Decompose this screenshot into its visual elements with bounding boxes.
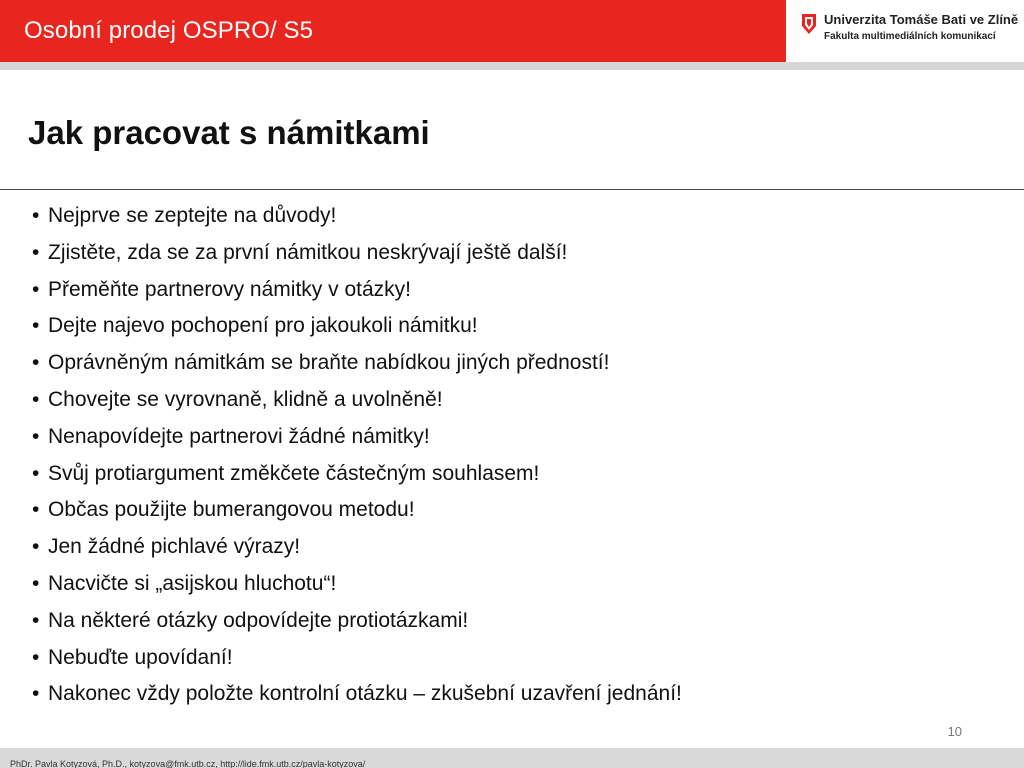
bullet-text: Nejprve se zeptejte na důvody! [48, 204, 337, 227]
bullet-marker: • [32, 645, 40, 669]
bullet-text: Nakonec vždy položte kontrolní otázku – zkušební uzavření jednání! [48, 682, 682, 706]
bullet-marker: • [32, 387, 40, 411]
bullet-marker: • [32, 461, 40, 485]
university-logo-icon [802, 14, 816, 34]
bullet-marker: • [32, 204, 40, 227]
course-title-band [0, 0, 786, 62]
footer-author-info: PhDr. Pavla Kotyzová, Ph.D., kotyzova@fmk.utb.cz, http://lide.fmk.utb.cz/pavla-kotyzova/ [10, 759, 366, 768]
bullet-item [32, 419, 992, 456]
bullet-item [32, 603, 992, 640]
bullet-text: Nebuďte upovídaní! [48, 645, 233, 669]
bullet-item [32, 235, 992, 272]
bullet-marker: • [32, 277, 40, 301]
bullet-text: Na některé otázky odpovídejte protiotázkami! [48, 608, 469, 632]
bullet-item [32, 272, 992, 309]
bullet-marker: • [32, 682, 40, 706]
bullet-item [32, 676, 992, 713]
bullet-marker: • [32, 424, 40, 448]
university-name: Univerzita Tomáše Bati ve Zlíně [824, 12, 1019, 27]
bullet-item [32, 198, 992, 235]
bullet-marker: • [32, 535, 40, 559]
bullet-text: Jen žádné pichlavé výrazy! [48, 535, 301, 559]
bullet-item [32, 308, 992, 345]
bullet-marker: • [32, 351, 40, 375]
bullet-text: Svůj protiargument změkčete částečným souhlasem! [48, 461, 540, 485]
bullet-text: Nenapovídejte partnerovi žádné námitky! [48, 424, 430, 448]
slide-footer [0, 748, 1024, 768]
bullet-text: Nacvičte si „asijskou hluchotu“! [48, 571, 337, 595]
bullet-marker: • [32, 314, 40, 338]
page-number: 10 [947, 724, 962, 739]
header-divider-strip [0, 62, 1024, 70]
slide-title: Jak pracovat s námitkami [28, 114, 430, 151]
bullet-item [32, 529, 992, 566]
slide-header [0, 0, 1024, 62]
bullet-marker: • [32, 240, 40, 264]
bullet-text: Přeměňte partnerovy námitky v otázky! [48, 277, 411, 301]
course-title: Osobní prodej OSPRO/ S5 [24, 17, 314, 44]
university-logo [802, 12, 1019, 46]
bullet-text: Dejte najevo pochopení pro jakoukoli námitku! [48, 314, 478, 338]
bullet-item [32, 640, 992, 677]
bullet-marker: • [32, 498, 40, 522]
bullet-text: Chovejte se vyrovnaně, klidně a uvolněně! [48, 387, 443, 411]
bullet-text: Zjistěte, zda se za první námitkou neskrývají ještě další! [48, 240, 568, 264]
bullet-text: Občas použijte bumerangovou metodu! [48, 498, 415, 522]
bullet-item [32, 345, 992, 382]
bullet-item [32, 456, 992, 493]
bullet-item [32, 566, 992, 603]
title-divider [0, 189, 1024, 190]
bullet-marker: • [32, 571, 40, 595]
bullet-item [32, 492, 992, 529]
bullet-marker: • [32, 608, 40, 632]
bullet-text: Oprávněným námitkám se braňte nabídkou jiných předností! [48, 351, 610, 375]
bullet-list [32, 198, 992, 713]
faculty-name: Fakulta multimediálních komunikací [824, 31, 996, 42]
bullet-item [32, 382, 992, 419]
